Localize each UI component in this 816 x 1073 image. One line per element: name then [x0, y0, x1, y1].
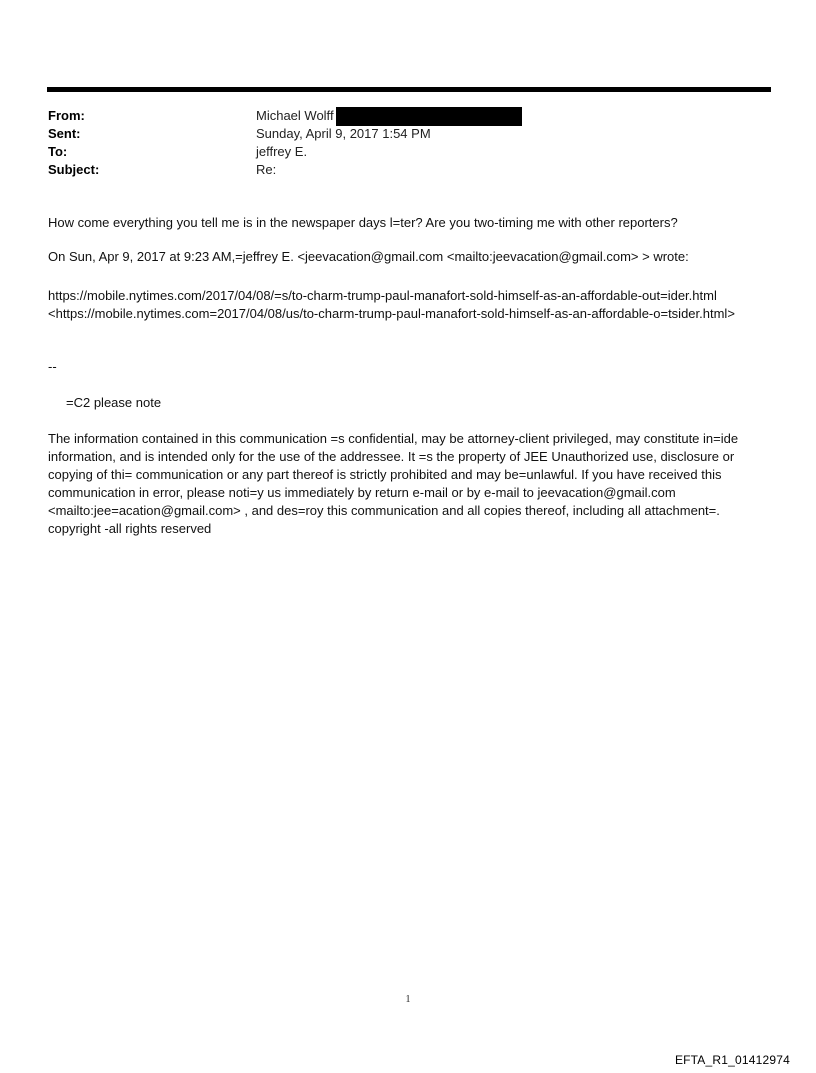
- subject-value: Re:: [256, 162, 277, 177]
- header-divider: [47, 87, 771, 92]
- sent-label: Sent:: [48, 126, 81, 141]
- quote-intro: On Sun, Apr 9, 2017 at 9:23 AM,=jeffrey E. <jeevacation@gmail.com <mailto:jeevacation@gmail.com> > wrote:: [48, 249, 689, 264]
- to-value: jeffrey E.: [256, 144, 308, 159]
- sender-name: Michael Wolff: [256, 108, 334, 123]
- from-value: [256, 107, 522, 126]
- to-label: To:: [48, 144, 68, 159]
- subject-row: [48, 161, 522, 179]
- signature-separator: --: [48, 359, 57, 374]
- article-link: https://mobile.nytimes.com/2017/04/08/=s/to-charm-trump-paul-manafort-sold-himself-as-an-affordable-out=ider.html <https://mobile.nytimes.com=2017/04/08/us/to-charm-trump-paul-manafort-sold-himself-as-an-affordable-o=tsider.html>: [48, 288, 735, 321]
- confidentiality-disclaimer: The information contained in this communication =s confidential, may be attorney-client privileged, may constitute in=ide information, and is intended only for the use of the addressee. It =s the property of JEE Unauthorized use, disclosure or copying of thi= communication or any part thereof is strictly prohibited and may be=unlawful. If you have received this communication in error, please noti=y us immediately by return e-mail or by e-mail to jeevacation@gmail.com <mailto:jee=acation@gmail.com> , and des=roy this communication and all copies thereof, including all attachment=. copyright -all rights reserved: [48, 431, 739, 536]
- from-row: [48, 107, 522, 125]
- sent-value: Sunday, April 9, 2017 1:54 PM: [256, 126, 431, 141]
- document-id: EFTA_R1_01412974: [674, 1053, 790, 1067]
- sent-row: [48, 125, 522, 143]
- subject-label: Subject:: [48, 162, 100, 177]
- to-row: [48, 143, 522, 161]
- page-number: 1: [405, 994, 411, 1005]
- from-label: From:: [48, 108, 85, 123]
- reply-message: How come everything you tell me is in the newspaper days l=ter? Are you two-timing me with other reporters?: [48, 215, 678, 230]
- redaction-box: [336, 107, 522, 126]
- please-note: =C2 please note: [66, 395, 162, 410]
- email-header: [48, 107, 522, 179]
